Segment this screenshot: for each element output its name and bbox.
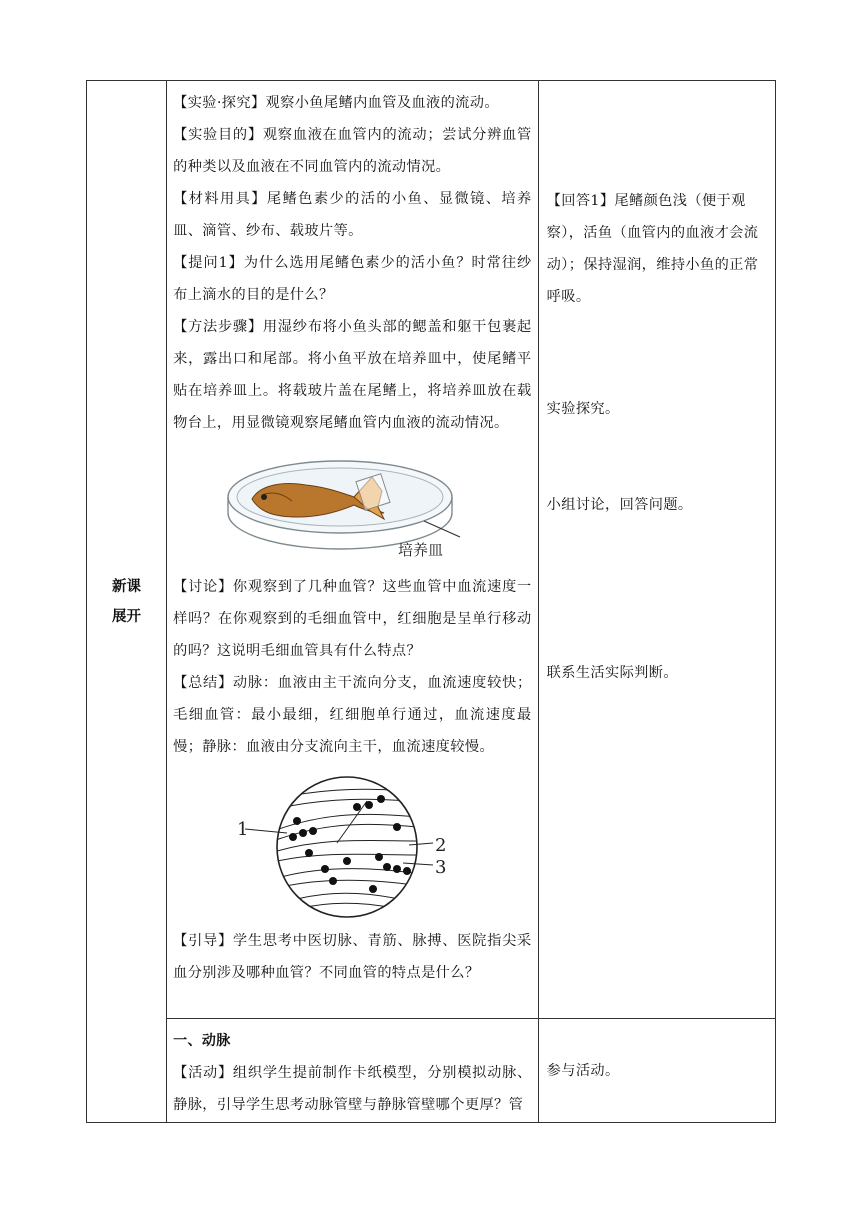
main-content-cell [167, 81, 539, 1019]
discussion: 【讨论】你观察到了几种血管？这些血管中血流速度一样吗？在你观察到的毛细血管中，红细胞是呈单行移动的吗？这说明毛细血管具有什么特点？ [173, 579, 532, 659]
fish-petri-dish-figure [222, 451, 482, 569]
activity: 【活动】组织学生提前制作卡纸模型，分别模拟动脉、静脉，引导学生思考动脉管壁与静脉管壁哪个更厚？管 [173, 1065, 532, 1113]
group-discussion: 小组讨论，回答问题。 [546, 497, 693, 513]
guide: 【引导】学生思考中医切脉、青筋、脉搏、医院指尖采血分别涉及哪种血管？不同血管的特点是什么？ [173, 933, 532, 981]
artery-cell [167, 1019, 539, 1123]
materials: 【材料用具】尾鳍色素少的活的小鱼、显微镜、培养皿、滴管、纱布、载玻片等。 [173, 191, 532, 239]
vessel-label-1: 1 [237, 819, 249, 840]
summary: 【总结】动脉：血液由主干流向分支，血流速度较快；毛细血管：最小最细，红细胞单行通过，血流速度最慢；静脉：血液由分支流向主干，血流速度较慢。 [173, 675, 532, 755]
heading-artery: 一、动脉 [173, 1033, 231, 1049]
answer-1: 【回答1】尾鳍颜色浅（便于观察），活鱼（血管内的血液才会流动）；保持湿润，维持小鱼的正常呼吸。 [546, 193, 759, 305]
artery-side-cell [538, 1019, 775, 1123]
vessel-label-3: 3 [435, 857, 447, 878]
section-label-line1: 新课 [112, 578, 142, 595]
experiment-purpose: 【实验目的】观察血液在血管内的流动；尝试分辨血管的种类以及血液在不同血管内的流动情况。 [173, 127, 532, 175]
participate: 参与活动。 [546, 1063, 620, 1079]
experiment-explore: 实验探究。 [546, 401, 620, 417]
life-connection: 联系生活实际判断。 [546, 665, 678, 681]
experiment-title: 【实验·探究】观察小鱼尾鳍内血管及血液的流动。 [173, 95, 499, 111]
vessel-label-2: 2 [435, 835, 447, 856]
section-label-line2: 展开 [112, 608, 142, 625]
section-label [87, 81, 167, 1123]
blood-vessel-diagram [237, 771, 467, 921]
dish-label: 培养皿 [398, 541, 444, 559]
question-1: 【提问1】为什么选用尾鳍色素少的活小鱼？时常往纱布上滴水的目的是什么？ [173, 255, 532, 303]
side-content-cell [538, 81, 775, 1019]
lesson-table [86, 80, 776, 1123]
method-steps: 【方法步骤】用湿纱布将小鱼头部的鳃盖和躯干包裹起来，露出口和尾部。将小鱼平放在培养皿中，使尾鳍平贴在培养皿上。将载玻片盖在尾鳍上，将培养皿放在载物台上，用显微镜观察尾鳍血管内血液的流动情况。 [173, 319, 532, 431]
